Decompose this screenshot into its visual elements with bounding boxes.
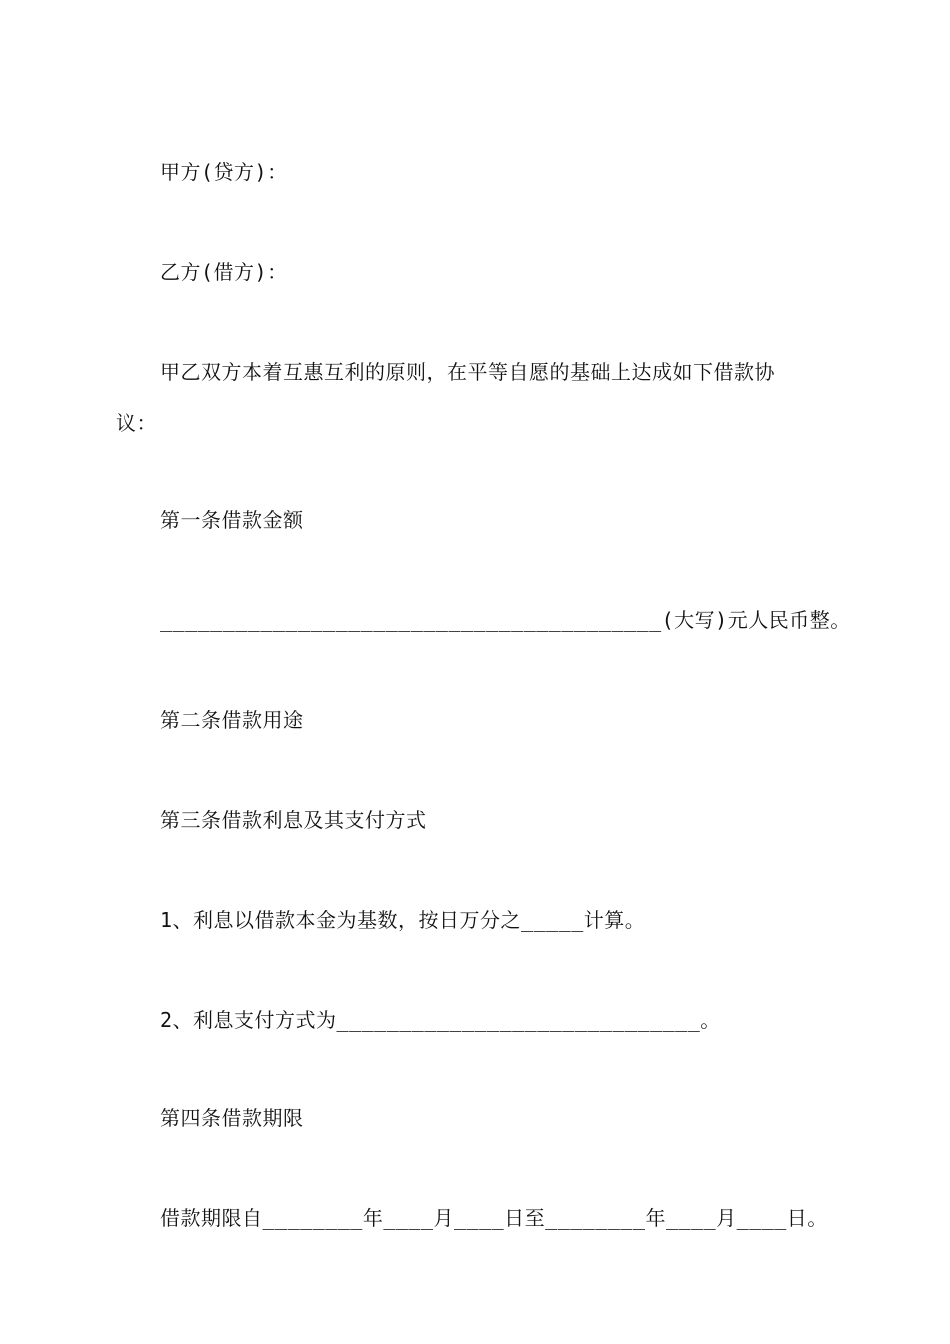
- article-3-heading: 第三条借款利息及其支付方式: [160, 808, 427, 832]
- loan-term-line: 借款期限自________年____月____日至________年____月____日。: [160, 1206, 828, 1230]
- article-4-heading: 第四条借款期限: [160, 1106, 304, 1130]
- article-2-heading: 第二条借款用途: [160, 708, 304, 732]
- loan-amount-line: ________________________________________(大写)元人民币整。: [160, 608, 851, 632]
- preamble-line-1: 甲乙双方本着互惠互利的原则，在平等自愿的基础上达成如下借款协: [160, 360, 775, 384]
- article-1-heading: 第一条借款金额: [160, 508, 304, 532]
- party-b-borrower-line: 乙方(借方)：: [160, 260, 288, 284]
- preamble-line-2: 议：: [116, 411, 157, 435]
- interest-rate-line: 1、利息以借款本金为基数，按日万分之_____计算。: [160, 908, 646, 932]
- party-a-lender-line: 甲方(贷方)：: [160, 160, 288, 184]
- interest-payment-line: 2、利息支付方式为_____________________________。: [160, 1008, 721, 1032]
